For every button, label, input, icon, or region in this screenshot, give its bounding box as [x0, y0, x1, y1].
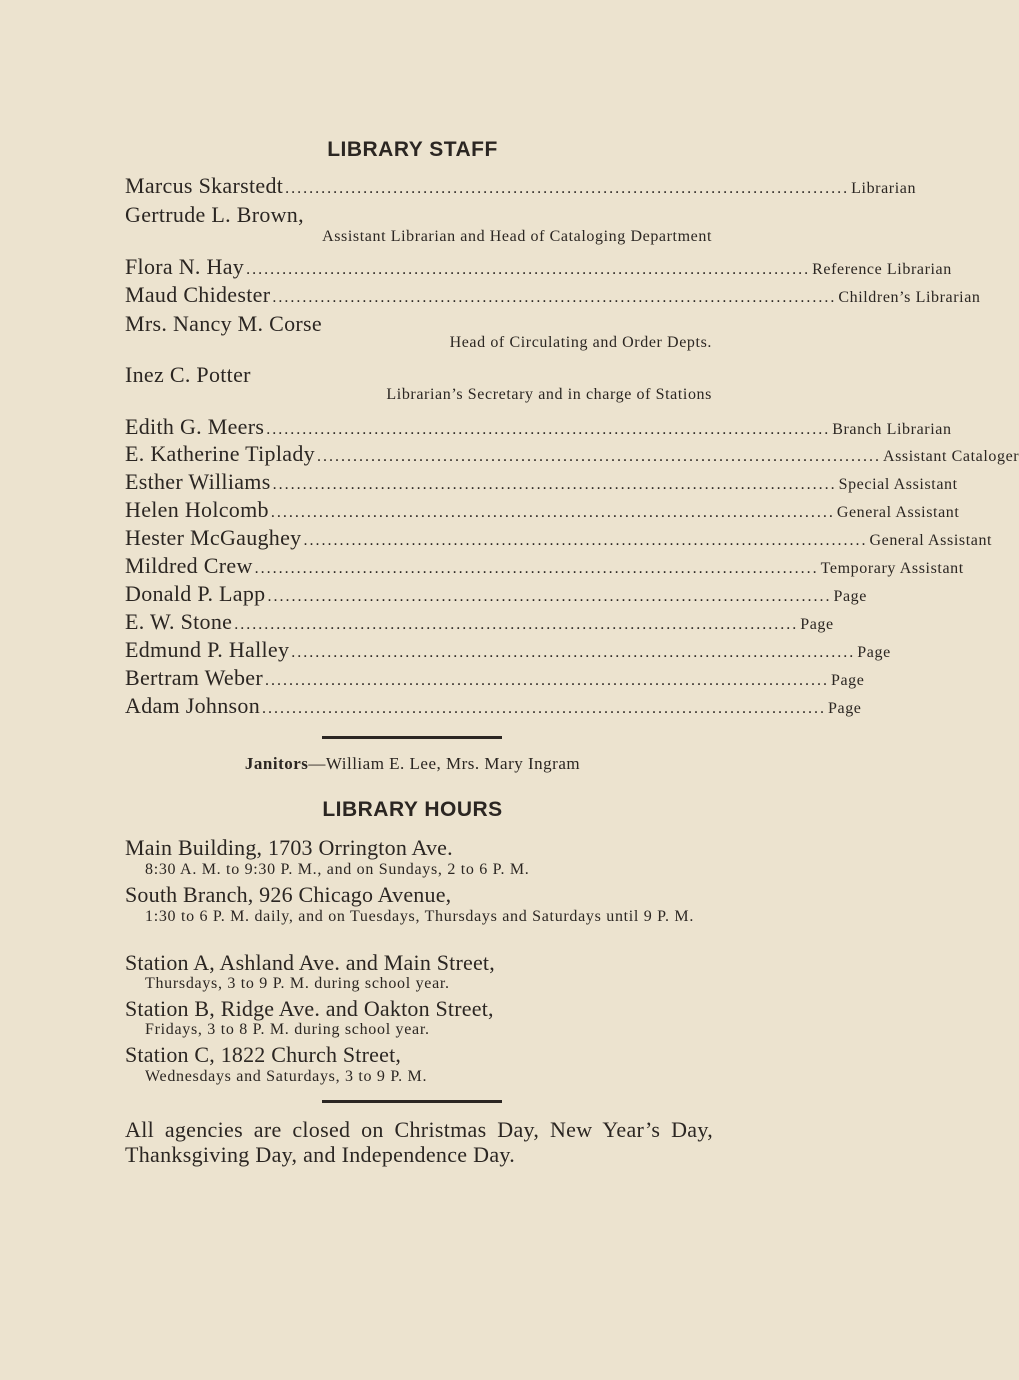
staff-name: Flora N. Hay — [125, 254, 245, 279]
staff-name: Mildred Crew — [125, 553, 253, 578]
hours-location: Station C, 1822 Church Street, — [125, 1042, 402, 1067]
staff-name: Mrs. Nancy M. Corse — [125, 311, 322, 336]
dot-leader: .............................................................................................. — [266, 421, 831, 438]
staff-row — [125, 665, 865, 691]
staff-row — [125, 637, 891, 663]
staff-row — [125, 693, 862, 719]
staff-name: E. W. Stone — [125, 609, 233, 634]
staff-row — [125, 254, 952, 280]
staff-name: E. Katherine Tiplady — [125, 441, 315, 466]
janitors-line — [0, 754, 825, 774]
hours-times: 1:30 to 6 P. M. daily, and on Tuesdays, Thursdays and Saturdays until 9 P. M. — [145, 908, 695, 925]
dot-leader: .............................................................................................. — [291, 644, 856, 661]
staff-row — [125, 553, 964, 579]
dot-leader: .............................................................................................. — [316, 448, 881, 465]
staff-name: Donald P. Lapp — [125, 581, 266, 606]
staff-name: Bertram Weber — [125, 665, 263, 690]
hours-heading: LIBRARY HOURS — [322, 798, 503, 821]
divider-rule — [322, 1100, 502, 1103]
staff-role: Head of Circulating and Order Depts. — [449, 334, 712, 351]
staff-heading: LIBRARY STAFF — [327, 138, 498, 161]
dot-leader: .............................................................................................. — [272, 289, 837, 306]
staff-role: Temporary Assistant — [820, 560, 964, 577]
hours-times: 8:30 A. M. to 9:30 P. M., and on Sundays, 2 to 6 P. M. — [145, 861, 530, 878]
staff-row — [125, 282, 981, 308]
staff-name: Helen Holcomb — [125, 497, 269, 522]
dot-leader: .............................................................................................. — [270, 504, 835, 521]
hours-location: South Branch, 926 Chicago Avenue, — [125, 882, 452, 907]
dot-leader: .............................................................................................. — [267, 588, 832, 605]
staff-role: Page — [833, 588, 867, 605]
staff-role: Librarian — [851, 180, 917, 197]
dot-leader: .............................................................................................. — [234, 616, 799, 633]
staff-role: Assistant Librarian and Head of Cataloging Department — [322, 228, 712, 245]
staff-role: General Assistant — [869, 532, 993, 549]
staff-name: Esther Williams — [125, 469, 271, 494]
dot-leader: .............................................................................................. — [272, 476, 837, 493]
hours-location: Station A, Ashland Ave. and Main Street, — [125, 950, 495, 975]
staff-row — [125, 609, 834, 635]
staff-name: Adam Johnson — [125, 693, 260, 718]
staff-name: Edmund P. Halley — [125, 637, 290, 662]
staff-name: Maud Chidester — [125, 282, 271, 307]
staff-row — [125, 414, 952, 440]
staff-role: Special Assistant — [838, 476, 958, 493]
staff-row — [125, 173, 917, 199]
dot-leader: .............................................................................................. — [262, 700, 826, 717]
janitors-label: Janitors — [244, 754, 309, 773]
staff-name: Hester McGaughey — [125, 525, 302, 550]
staff-row — [125, 469, 958, 495]
staff-row — [125, 441, 1019, 467]
dot-leader: .............................................................................................. — [246, 261, 811, 278]
closing-note: All agencies are closed on Christmas Day, New Year’s Day, Thanksgiving Day, and Independence Day. — [125, 1117, 713, 1167]
staff-name: Gertrude L. Brown, — [125, 202, 304, 227]
staff-role: Children’s Librarian — [838, 289, 981, 306]
hours-location: Station B, Ridge Ave. and Oakton Street, — [125, 996, 494, 1021]
staff-role: Page — [828, 700, 862, 717]
staff-role: Page — [830, 672, 865, 689]
staff-role: Reference Librarian — [812, 261, 952, 278]
staff-row — [125, 497, 960, 523]
dot-leader: .............................................................................................. — [285, 180, 850, 197]
dot-leader: .............................................................................................. — [254, 560, 819, 577]
staff-role: Page — [800, 616, 834, 633]
divider-rule — [322, 736, 502, 739]
staff-row — [125, 525, 993, 551]
janitors-names: —William E. Lee, Mrs. Mary Ingram — [308, 754, 581, 773]
hours-location: Main Building, 1703 Orrington Ave. — [125, 835, 453, 860]
staff-role: General Assistant — [836, 504, 960, 521]
staff-name: Inez C. Potter — [125, 362, 251, 387]
staff-name: Marcus Skarstedt — [125, 173, 284, 198]
staff-name: Edith G. Meers — [125, 414, 265, 439]
hours-times: Wednesdays and Saturdays, 3 to 9 P. M. — [145, 1068, 428, 1085]
staff-role: Assistant Cataloger — [882, 448, 1019, 465]
staff-row — [125, 581, 867, 607]
staff-role: Branch Librarian — [832, 421, 952, 438]
dot-leader: .............................................................................................. — [264, 672, 829, 689]
staff-role: Page — [857, 644, 891, 661]
dot-leader: .............................................................................................. — [303, 532, 868, 549]
hours-times: Fridays, 3 to 8 P. M. during school year. — [145, 1021, 430, 1038]
staff-role: Librarian’s Secretary and in charge of Stations — [386, 386, 712, 403]
hours-times: Thursdays, 3 to 9 P. M. during school year. — [145, 975, 450, 992]
